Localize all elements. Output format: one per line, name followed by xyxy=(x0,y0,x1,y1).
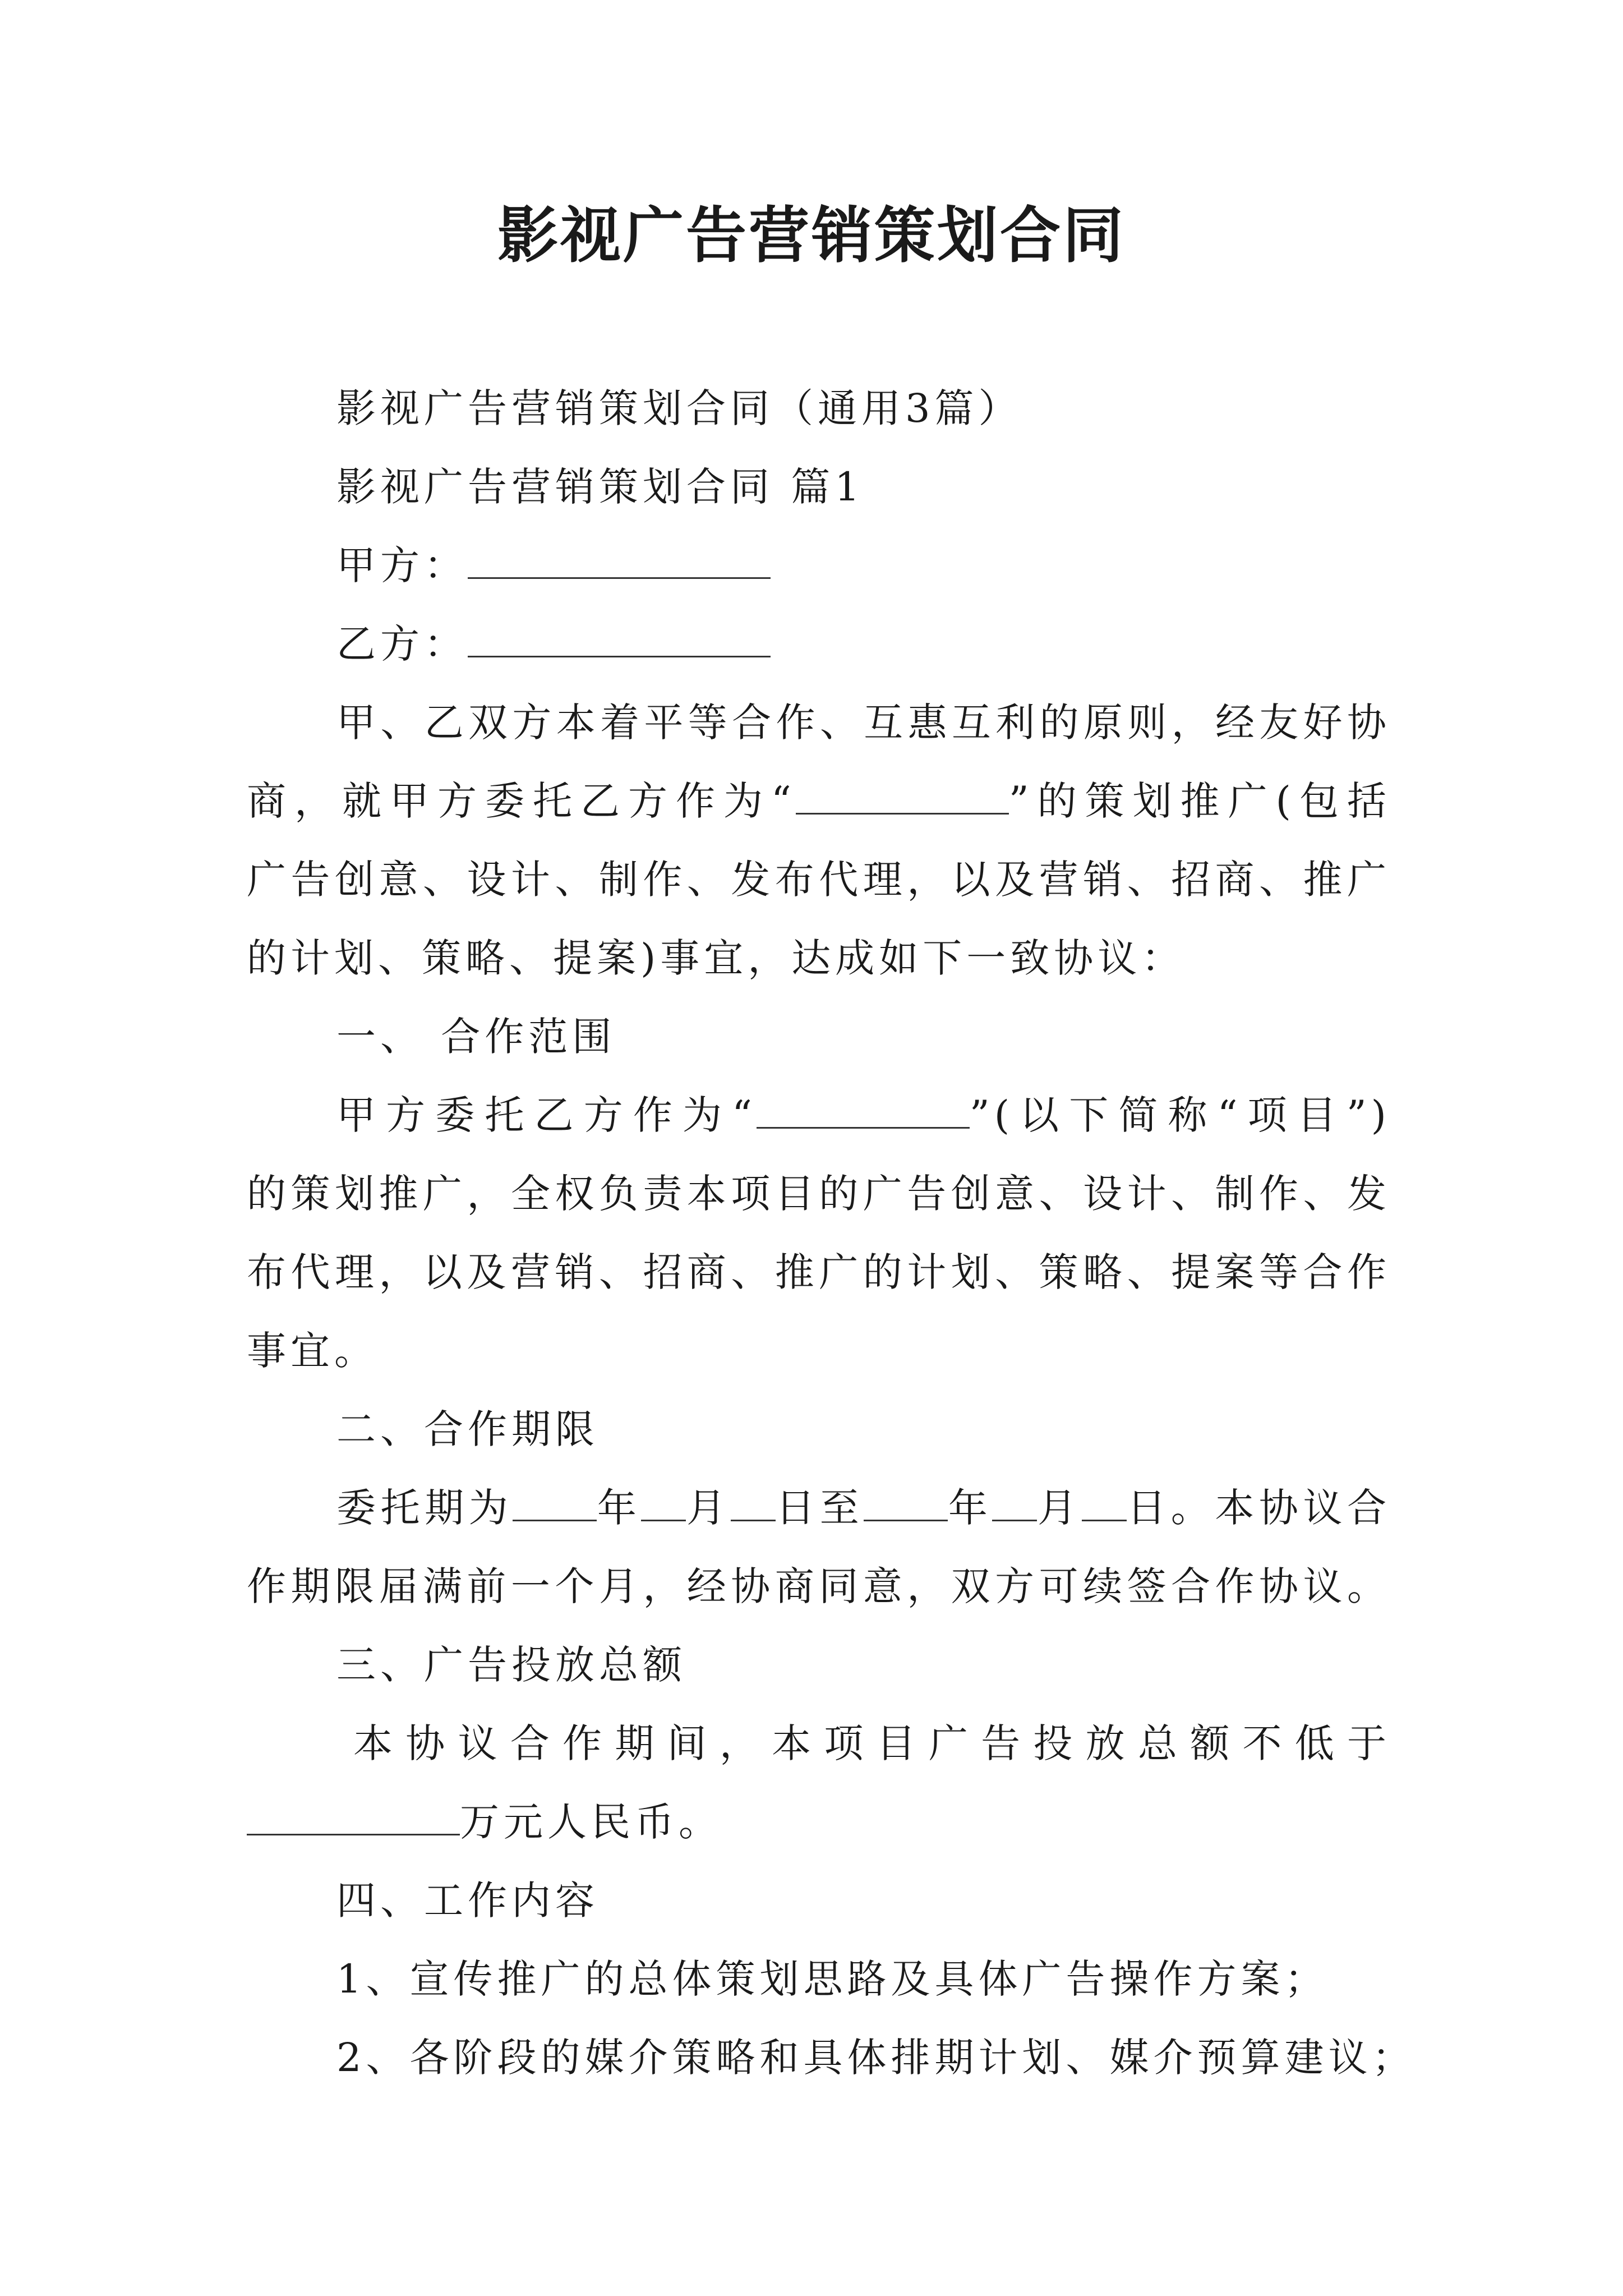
end-month-blank xyxy=(992,1485,1037,1521)
s1-line-1 xyxy=(336,1088,1391,1142)
s1-line-4: 事宜。 xyxy=(247,1328,378,1374)
party-b-blank xyxy=(468,621,771,657)
s2-text-d: 日至 xyxy=(775,1485,864,1531)
intro-line-2-pre: 商，就甲方委托乙方作为“ xyxy=(247,778,796,824)
s4-heading: 四、工作内容 xyxy=(336,1878,599,1924)
intro-line-2-post: ”的策划推广(包括 xyxy=(1008,778,1391,824)
s2-text-g: 日。本协议合 xyxy=(1126,1485,1391,1531)
intro-line-1: 甲、乙双方本着平等合作、互惠互利的原则，经友好协 xyxy=(336,700,1391,746)
s1-heading: 一、 合作范围 xyxy=(336,1014,616,1060)
section-heading: 影视广告营销策划合同 篇1 xyxy=(336,464,864,510)
s3-line-2 xyxy=(247,1795,1391,1849)
intro-line-2 xyxy=(247,774,1391,828)
party-b-label: 乙方： xyxy=(336,621,468,667)
s2-line-1 xyxy=(336,1481,1391,1535)
document-title: 影视广告营销策划合同 xyxy=(497,200,1126,271)
intro-line-3: 广告创意、设计、制作、发布代理，以及营销、招商、推广 xyxy=(247,857,1391,903)
s4-item-2: 2、各阶段的媒介策略和具体排期计划、媒介预算建议； xyxy=(336,2035,1416,2081)
party-b-line xyxy=(336,617,1391,671)
s2-text-f: 月 xyxy=(1037,1485,1082,1531)
s2-text-e: 年 xyxy=(948,1485,993,1531)
s2-text-a: 委托期为 xyxy=(336,1485,513,1531)
end-year-blank xyxy=(864,1485,948,1521)
s1-line-2: 的策划推广，全权负责本项目的广告创意、设计、制作、发 xyxy=(247,1171,1391,1217)
start-day-blank xyxy=(731,1485,776,1521)
s3-line-2-post: 万元人民币。 xyxy=(460,1799,722,1845)
document-subtitle: 影视广告营销策划合同（通用3篇） xyxy=(336,385,1022,431)
s2-text-b: 年 xyxy=(597,1485,642,1531)
party-a-blank xyxy=(468,542,771,579)
amount-blank xyxy=(247,1799,460,1835)
s2-heading: 二、合作期限 xyxy=(336,1406,599,1452)
s1-line-1-pre: 甲方委托乙方作为“ xyxy=(336,1092,757,1138)
start-year-blank xyxy=(513,1485,597,1521)
s1-line-3: 布代理，以及营销、招商、推广的计划、策略、提案等合作 xyxy=(247,1249,1391,1295)
s3-heading: 三、广告投放总额 xyxy=(336,1642,686,1688)
end-day-blank xyxy=(1082,1485,1127,1521)
start-month-blank xyxy=(641,1485,686,1521)
s4-item-1: 1、宣传推广的总体策划思路及具体广告操作方案； xyxy=(336,1956,1329,2002)
project-name-blank xyxy=(796,778,1009,815)
s1-line-1-post: ”(以下简称“项目”) xyxy=(969,1092,1391,1138)
party-a-label: 甲方： xyxy=(336,542,468,588)
s2-text-c: 月 xyxy=(686,1485,731,1531)
intro-line-4: 的计划、策略、提案)事宜，达成如下一致协议： xyxy=(247,935,1186,981)
party-a-line xyxy=(336,539,1391,592)
s3-line-1: 本协议合作期间，本项目广告投放总额不低于 xyxy=(353,1720,1391,1766)
s2-line-2: 作期限届满前一个月，经协商同意，双方可续签合作协议。 xyxy=(247,1563,1391,1609)
s1-project-blank xyxy=(757,1092,970,1129)
